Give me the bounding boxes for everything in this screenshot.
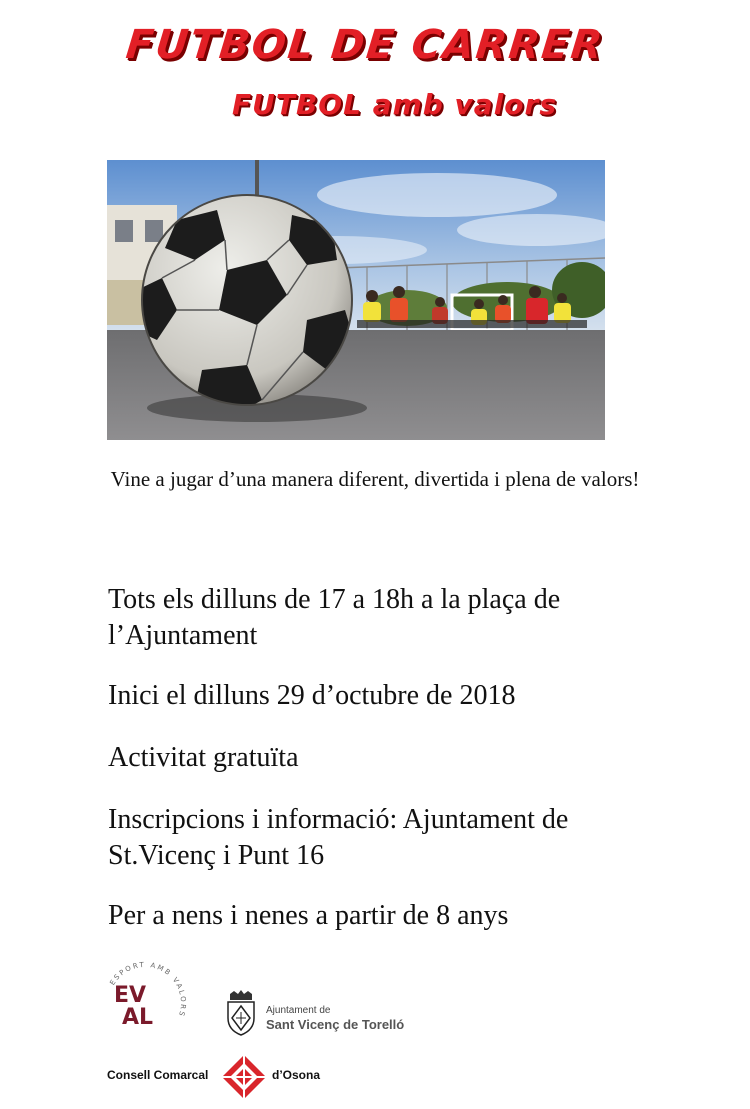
info-schedule: Tots els dilluns de 17 a 18h a la plaça de l’Ajuntament bbox=[108, 584, 561, 651]
eval-logo bbox=[100, 958, 190, 1048]
eval-ring-text: ESPORT AMB VALORS bbox=[108, 960, 188, 1019]
poster-title: FUTBOL DE CARRER bbox=[123, 22, 607, 68]
consell-name-left: Consell Comarcal bbox=[107, 1068, 209, 1082]
eval-letters-bottom: AL bbox=[122, 1005, 154, 1030]
info-price: Activitat gratuïta bbox=[108, 742, 299, 773]
poster-subtitle: FUTBOL amb valors bbox=[232, 88, 558, 121]
info-start-date: Inici el dilluns 29 d’octubre de 2018 bbox=[108, 680, 516, 711]
info-registration: Inscripcions i informació: Ajuntament de St.Vicenç i Punt 16 bbox=[108, 804, 569, 871]
consell-name-right: d’Osona bbox=[272, 1068, 321, 1082]
info-age: Per a nens i nenes a partir de 8 anys bbox=[108, 900, 509, 931]
ajuntament-label: Ajuntament de bbox=[266, 1005, 331, 1016]
consell-emblem-icon bbox=[221, 1054, 267, 1100]
crest-icon bbox=[226, 990, 256, 1036]
ajuntament-name: Sant Vicenç de Torelló bbox=[266, 1017, 405, 1032]
eval-letters-top: EV bbox=[114, 983, 147, 1008]
ajuntament-logo bbox=[226, 990, 426, 1040]
intro-text: Vine a jugar d’una manera diferent, divertida i plena de valors! bbox=[110, 467, 640, 491]
hero-photo bbox=[107, 160, 605, 440]
